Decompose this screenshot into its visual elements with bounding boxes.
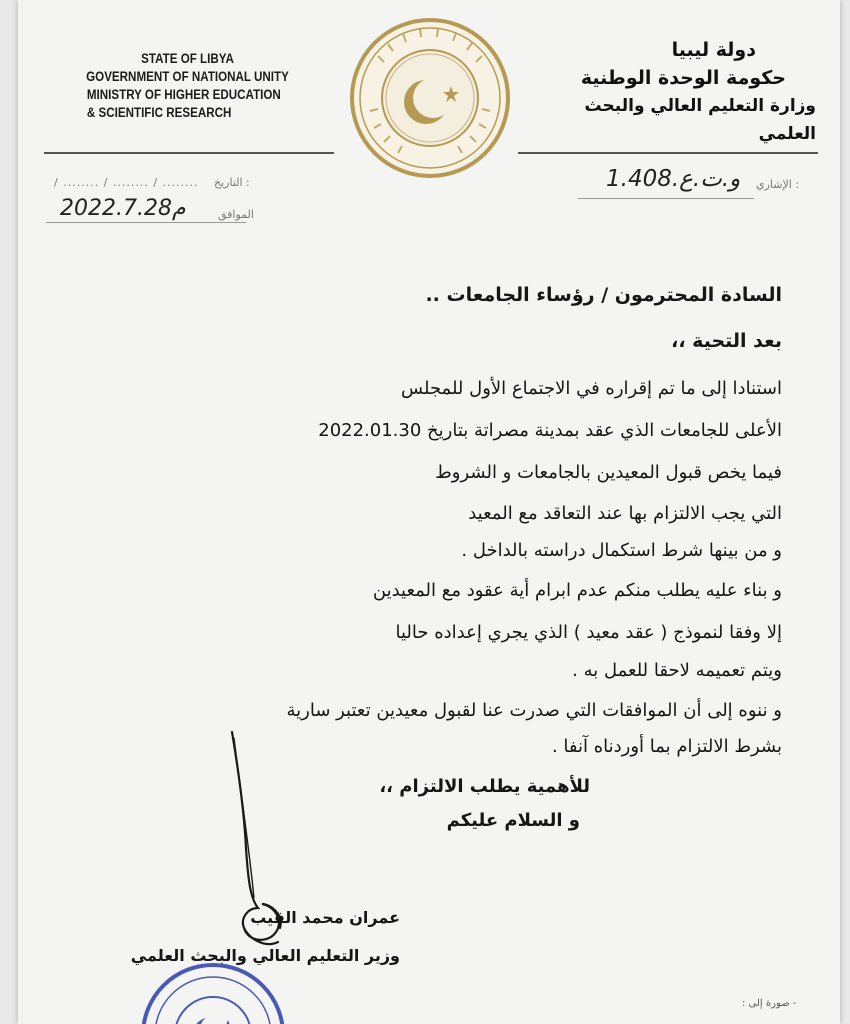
header-rule-left	[44, 152, 334, 154]
handwritten-date: 2022.7.28م	[60, 196, 186, 221]
date-rule	[46, 222, 246, 223]
greeting: بعد التحية ،،	[671, 330, 782, 352]
closing-salutation: و السلام عليكم	[446, 810, 580, 831]
letter-line: فيما يخص قبول المعيدين بالجامعات و الشروط	[435, 462, 782, 483]
letter-line: و بناء عليه يطلب منكم عدم ابرام أية عقود مع المعيدين	[372, 580, 782, 601]
arabic-letterhead	[556, 36, 816, 148]
english-letterhead	[80, 50, 295, 122]
signer-name: عمران محمد القيب	[250, 908, 400, 927]
letter-line: و ننوه إلى أن الموافقات التي صدرت عنا لقبول معيدين تعتبر سارية	[286, 700, 782, 721]
handwritten-reference: و.ت.ع.1.408	[606, 166, 741, 192]
reference-label: الإشاري :	[756, 178, 800, 191]
letterhead-line: حكومة الوحدة الوطنية	[580, 67, 786, 89]
date-label: التاريخ :	[214, 176, 250, 189]
blue-stamp-icon	[138, 960, 288, 1024]
header-rule-right	[518, 152, 818, 154]
closing-importance: للأهمية يطلب الالتزام ،،	[379, 776, 590, 797]
date-label-2: الموافق	[218, 208, 254, 221]
letter-line: بشرط الالتزام بما أوردناه آنفا .	[551, 736, 782, 757]
letterhead-line: وزارة التعليم العالي والبحث العلمي	[584, 96, 816, 144]
letterhead-line: & SCIENTIFIC RESEARCH	[86, 105, 232, 120]
date-dots: / ........ / ........ / ........	[54, 176, 199, 189]
letterhead-line: دولة ليبيا	[671, 39, 756, 61]
letter-line: و من بينها شرط استكمال دراسته بالداخل .	[461, 540, 782, 561]
letter-line: ويتم تعميمه لاحقا للعمل به .	[572, 660, 782, 681]
letterhead-line: MINISTRY OF HIGHER EDUCATION	[86, 87, 281, 102]
ministry-seal-icon	[348, 16, 512, 180]
letter-page	[18, 0, 840, 1024]
letterhead-line: STATE OF LIBYA	[141, 51, 234, 66]
letter-line: التي يجب الالتزام بها عند التعاقد مع المعيد	[468, 503, 782, 524]
letterhead-line: GOVERNMENT OF NATIONAL UNITY	[86, 69, 289, 84]
letter-line: استنادا إلى ما تم إقراره في الاجتماع الأول للمجلس	[401, 378, 782, 399]
addressee: السادة المحترمون / رؤساء الجامعات ..	[425, 284, 782, 306]
reference-rule	[578, 198, 754, 199]
letter-line: إلا وفقا لنموذج ( عقد معيد ) الذي يجري إعداده حاليا	[395, 622, 782, 643]
letter-line: الأعلى للجامعات الذي عقد بمدينة مصراتة بتاريخ 2022.01.30	[318, 420, 782, 441]
signer-title: وزير التعليم العالي والبحث العلمي	[130, 946, 400, 965]
copy-to-label: - صورة إلى :	[742, 998, 797, 1009]
